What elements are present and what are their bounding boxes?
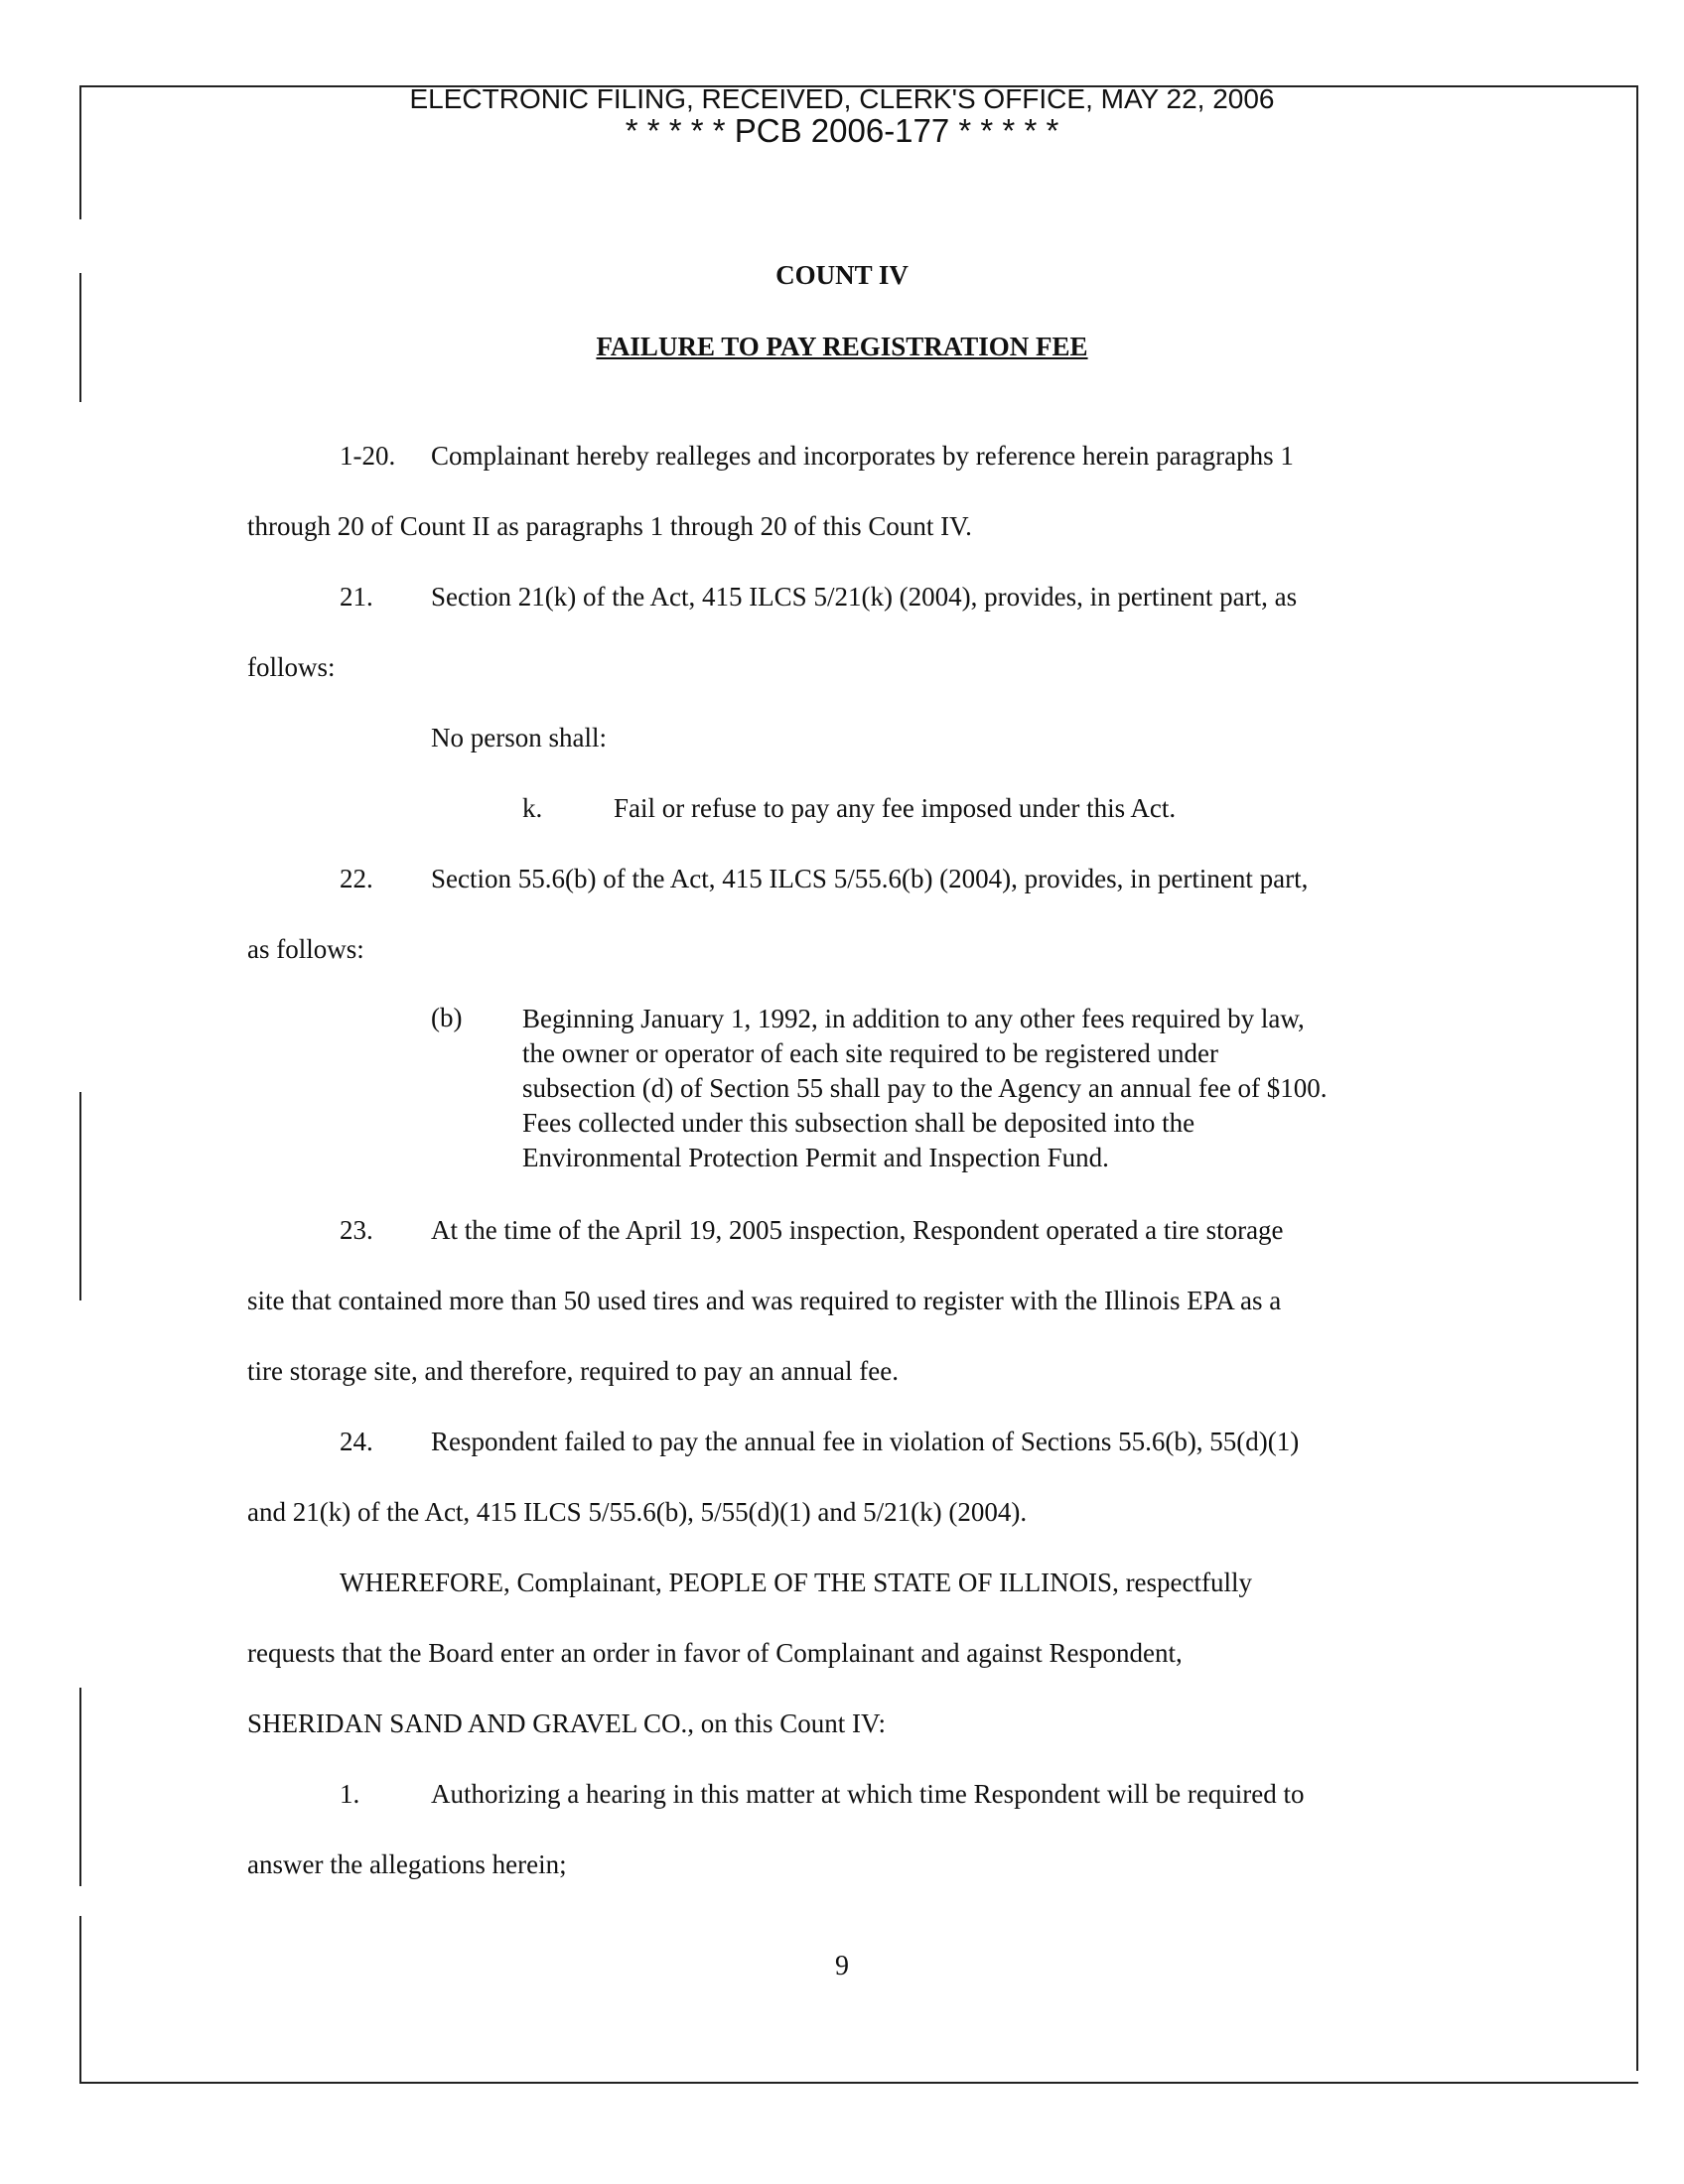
filing-received-line: ELECTRONIC FILING, RECEIVED, CLERK'S OFFICE, MAY 22, 2006 xyxy=(409,83,1275,114)
page-border-bottom xyxy=(79,2082,1638,2084)
paragraph-number: 21. xyxy=(340,582,373,612)
count-subtitle-text: FAILURE TO PAY REGISTRATION FEE xyxy=(596,332,1088,361)
quote-item-letter: k. xyxy=(522,793,543,823)
page-border-left xyxy=(79,1688,81,1886)
pcb-case-number: * * * * * PCB 2006-177 * * * * * xyxy=(625,112,1059,149)
paragraph-number: 1-20. xyxy=(340,441,396,471)
paragraph-text: At the time of the April 19, 2005 inspection, Respondent operated a tire storage xyxy=(431,1215,1284,1245)
quote-line: Environmental Protection Permit and Inspection Fund. xyxy=(522,1143,1109,1172)
paragraph-text: Section 21(k) of the Act, 415 ILCS 5/21(k) (2004), provides, in pertinent part, as xyxy=(431,582,1298,612)
page-number: 9 xyxy=(835,1951,849,1981)
wherefore-text: SHERIDAN SAND AND GRAVEL CO., on this Count IV: xyxy=(247,1708,887,1738)
page-border-left xyxy=(79,1916,81,2083)
paragraph-text: Section 55.6(b) of the Act, 415 ILCS 5/55.6(b) (2004), provides, in pertinent part, xyxy=(431,864,1309,893)
paragraph-text: as follows: xyxy=(247,934,364,964)
quote-line: Beginning January 1, 1992, in addition to any other fees required by law, xyxy=(522,1004,1305,1033)
paragraph-text: Complainant hereby realleges and incorporates by reference herein paragraphs 1 xyxy=(431,441,1294,471)
paragraph-number: 24. xyxy=(340,1427,373,1456)
quote-intro: No person shall: xyxy=(431,723,607,752)
filing-stamp-header xyxy=(0,83,1684,147)
relief-text: answer the allegations herein; xyxy=(247,1849,567,1879)
relief-number: 1. xyxy=(340,1779,360,1809)
page-border-left xyxy=(79,1092,81,1300)
relief-text: Authorizing a hearing in this matter at which time Respondent will be required to xyxy=(431,1779,1305,1809)
quote-line: the owner or operator of each site required to be registered under xyxy=(522,1038,1218,1068)
quote-item-letter: (b) xyxy=(431,1003,463,1032)
wherefore-text: requests that the Board enter an order in favor of Complainant and against Respondent, xyxy=(247,1638,1183,1668)
paragraph-number: 22. xyxy=(340,864,373,893)
quote-item-text: Fail or refuse to pay any fee imposed under this Act. xyxy=(614,793,1177,823)
count-subtitle xyxy=(0,332,1684,362)
count-title: COUNT IV xyxy=(775,260,909,290)
paragraph-text: Respondent failed to pay the annual fee in violation of Sections 55.6(b), 55(d)(1) xyxy=(431,1427,1300,1456)
paragraph-text: and 21(k) of the Act, 415 ILCS 5/55.6(b), 5/55(d)(1) and 5/21(k) (2004). xyxy=(247,1497,1028,1527)
wherefore-text: WHEREFORE, Complainant, PEOPLE OF THE STATE OF ILLINOIS, respectfully xyxy=(340,1568,1253,1597)
block-quote xyxy=(522,1002,1328,1175)
paragraph-text: tire storage site, and therefore, required to pay an annual fee. xyxy=(247,1356,899,1386)
paragraph-text: through 20 of Count II as paragraphs 1 through 20 of this Count IV. xyxy=(247,511,972,541)
quote-line: Fees collected under this subsection shall be deposited into the xyxy=(522,1108,1195,1138)
paragraph-text: site that contained more than 50 used tires and was required to register with the Illinois EPA as a xyxy=(247,1286,1282,1315)
paragraph-number: 23. xyxy=(340,1215,373,1245)
page-border-right xyxy=(1636,85,1638,2071)
quote-line: subsection (d) of Section 55 shall pay to the Agency an annual fee of $100. xyxy=(522,1073,1328,1103)
paragraph-text: follows: xyxy=(247,652,336,682)
